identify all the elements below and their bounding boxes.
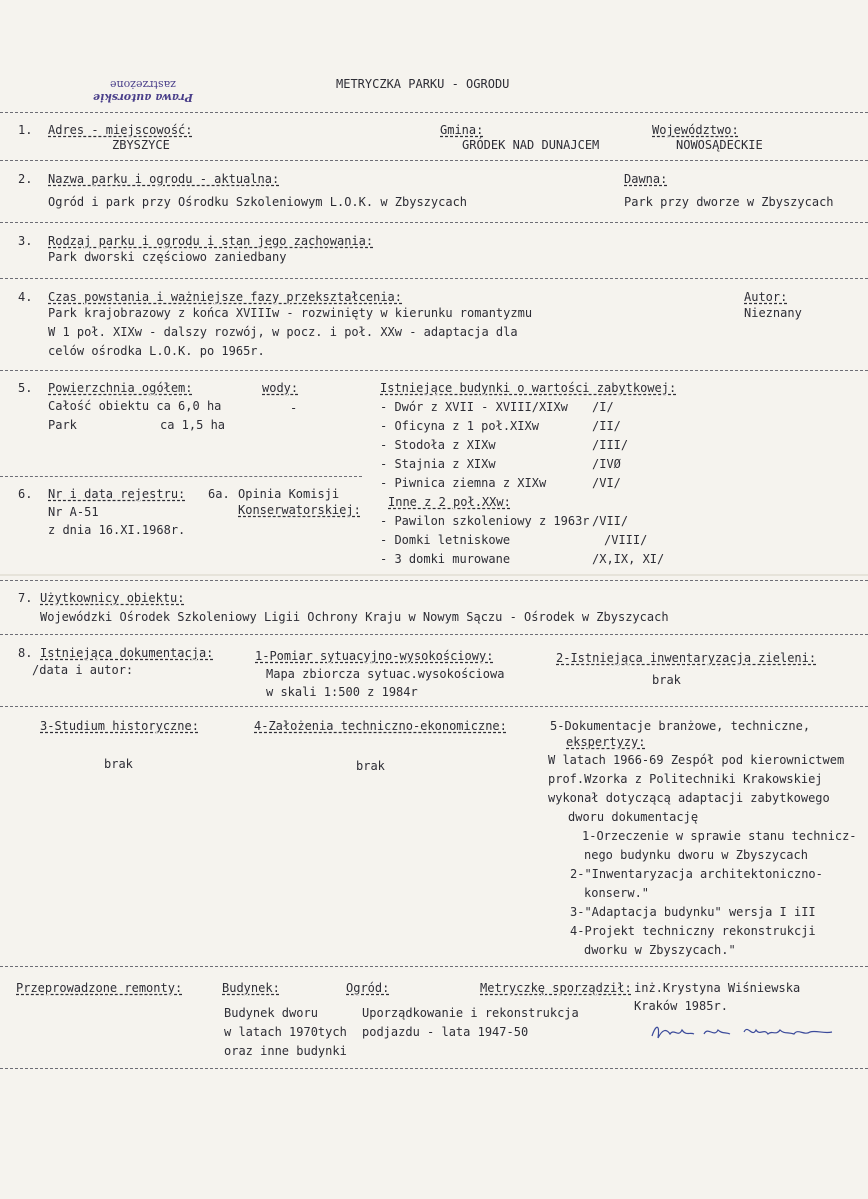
expertise-item: dworku w Zbyszycach." (584, 943, 736, 957)
section-5-number: 5. (18, 381, 33, 395)
history-label: Czas powstania i ważniejsze fazy przekształcenia: (48, 290, 403, 304)
building-code: /II/ (592, 419, 621, 433)
divider (0, 370, 868, 371)
users-value: Wojewódzki Ośrodek Szkoleniowy Ligii Ochrony Kraju w Nowym Sączu - Ośrodek w Zbyszycach (40, 610, 669, 624)
former-name-label: Dawna: (624, 172, 668, 186)
divider (0, 580, 868, 581)
building-item: - Oficyna z 1 poł.XIXw (380, 419, 539, 433)
area-park-value: ca 1,5 ha (160, 418, 226, 432)
divider (0, 278, 868, 279)
section-7-number: 7. (18, 591, 33, 605)
area-total: Całość obiektu ca 6,0 ha (48, 399, 222, 413)
building-code: /I/ (592, 400, 614, 414)
expertise-item: 3-"Adaptacja budynku" wersja I iII (570, 905, 816, 919)
gmina-value: GRÓDEK NAD DUNAJCEM (462, 138, 600, 152)
building-code: /IVØ (592, 457, 621, 471)
historical-study-label: 3-Studium historyczne: (40, 719, 199, 733)
area-park-label: Park (48, 418, 77, 432)
commission-opinion-label: Opinia Komisji (238, 487, 340, 501)
building-code: /VI/ (592, 476, 621, 490)
stamp-line-1: Prawa autorskie (93, 91, 193, 104)
divider (0, 160, 868, 161)
signature (648, 1018, 838, 1044)
building-item: - Domki letniskowe (380, 533, 511, 547)
survey-line-1: Mapa zbiorcza sytuac.wysokościowa (266, 667, 505, 681)
history-line-2: W 1 poł. XIXw - dalszy rozwój, w pocz. i poł. XXw - adaptacja dla (48, 325, 518, 339)
other-buildings-label: Inne z 2 poł.XXw: (388, 495, 511, 509)
register-date: z dnia 16.XI.1968r. (48, 523, 186, 537)
garden-renovation-label: Ogród: (346, 981, 390, 995)
divider (0, 222, 868, 223)
building-item: - 3 domki murowane (380, 552, 511, 566)
register-number: Nr A-51 (48, 505, 99, 519)
divider (0, 1068, 868, 1069)
tech-econ-value: brak (356, 759, 385, 773)
expertise-item: 1-Orzeczenie w sprawie stanu technicz- (582, 829, 857, 843)
expertise-line: W latach 1966-69 Zespół pod kierownictwem (548, 753, 845, 767)
prepared-by-name: inż.Krystyna Wiśniewska (634, 981, 801, 995)
buildings-label: Istniejące budynki o wartości zabytkowej: (380, 381, 677, 395)
park-name-value: Ogród i park przy Ośrodku Szkoleniowym L.O.K. w Zbyszycach (48, 195, 468, 209)
building-code: /VIII/ (604, 533, 648, 547)
historical-study-value: brak (104, 757, 133, 771)
history-line-3: celów ośrodka L.O.K. po 1965r. (48, 344, 265, 358)
area-label: Powierzchnia ogółem: (48, 381, 193, 395)
building-code: /III/ (592, 438, 629, 452)
divider (0, 966, 868, 967)
expertise-label: 5-Dokumentacje branżowe, techniczne, (550, 719, 811, 733)
expertise-item: 4-Projekt techniczny rekonstrukcji (570, 924, 816, 938)
building-item: - Stajnia z XIXw (380, 457, 496, 471)
renovations-label: Przeprowadzone remonty: (16, 981, 183, 995)
expertise-line: wykonał dotyczącą adaptacji zabytkowego (548, 791, 830, 805)
building-item: - Piwnica ziemna z XIXw (380, 476, 547, 490)
greenery-inventory-value: brak (652, 673, 681, 687)
building-renovation-line: Budynek dworu (224, 1006, 318, 1020)
prepared-by-place-date: Kraków 1985r. (634, 999, 728, 1013)
expertise-item: nego budynku dworu w Zbyszycach (584, 848, 808, 862)
water-value: - (290, 401, 298, 415)
prepared-by-label: Metryczkę sporządził: (480, 981, 632, 995)
section-6a-number: 6a. (208, 487, 230, 501)
documentation-label: Istniejąca dokumentacja: (40, 646, 214, 660)
garden-renovation-line: Uporządkowanie i rekonstrukcja (362, 1006, 579, 1020)
section-8-number: 8. (18, 646, 33, 660)
building-item: - Stodoła z XIXw (380, 438, 496, 452)
divider (0, 112, 868, 113)
history-line-1: Park krajobrazowy z końca XVIIIw - rozwinięty w kierunku romantyzmu (48, 306, 533, 320)
voivodeship-value: NOWOSĄDECKIE (676, 138, 763, 152)
building-renovation-line: oraz inne budynki (224, 1044, 347, 1058)
commission-opinion-label-2: Konserwatorskiej: (238, 503, 361, 517)
copyright-stamp (88, 78, 198, 104)
section-6-number: 6. (18, 487, 33, 501)
address-label: Adres - miejscowość: (48, 123, 193, 137)
park-name-label: Nazwa parku i ogrodu - aktualna: (48, 172, 280, 186)
register-label: Nr i data rejestru: (48, 487, 186, 501)
gmina-label: Gmina: (440, 123, 484, 137)
expertise-item: konserw." (584, 886, 650, 900)
building-renovation-label: Budynek: (222, 981, 280, 995)
expertise-line: dworu dokumentację (568, 810, 699, 824)
building-item: - Pawilon szkoleniowy z 1963r (380, 514, 590, 528)
former-name-value: Park przy dworze w Zbyszycach (624, 195, 834, 209)
building-code: /VII/ (592, 514, 629, 528)
survey-line-2: w skali 1:500 z 1984r (266, 685, 418, 699)
survey-label: 1-Pomiar sytuacyjno-wysokościowy: (255, 649, 494, 663)
tech-econ-label: 4-Założenia techniczno-ekonomiczne: (254, 719, 507, 733)
expertise-item: 2-"Inwentaryzacja architektoniczno- (570, 867, 823, 881)
section-4-number: 4. (18, 290, 33, 304)
section-1-number: 1. (18, 123, 33, 137)
divider (0, 634, 868, 635)
divider (0, 706, 868, 707)
section-3-number: 3. (18, 234, 33, 248)
greenery-inventory-label: 2-Istniejąca inwentaryzacja zieleni: (556, 651, 817, 665)
park-type-label: Rodzaj parku i ogrodu i stan jego zachowania: (48, 234, 374, 248)
section-2-number: 2. (18, 172, 33, 186)
documentation-sub-label: /data i autor: (32, 663, 134, 677)
users-label: Użytkownicy obiektu: (40, 591, 185, 605)
expertise-line: prof.Wzorka z Politechniki Krakowskiej (548, 772, 823, 786)
stamp-line-2: zastrzeżone (110, 78, 176, 91)
building-item: - Dwór z XVII - XVIII/XIXw (380, 400, 568, 414)
water-label: wody: (262, 381, 299, 395)
building-renovation-line: w latach 1970tych (224, 1025, 347, 1039)
divider (0, 476, 362, 477)
voivodeship-label: Województwo: (652, 123, 739, 137)
document-title: METRYCZKA PARKU - OGRODU (336, 77, 510, 91)
address-value: ZBYSZYCE (112, 138, 170, 152)
paper-fold (0, 574, 868, 576)
author-label: Autor: (744, 290, 788, 304)
building-code: /X,IX, XI/ (592, 552, 665, 566)
author-value: Nieznany (744, 306, 802, 320)
park-type-value: Park dworski częściowo zaniedbany (48, 250, 287, 264)
garden-renovation-line: podjazdu - lata 1947-50 (362, 1025, 529, 1039)
expertise-label-2: ekspertyzy: (566, 735, 646, 749)
